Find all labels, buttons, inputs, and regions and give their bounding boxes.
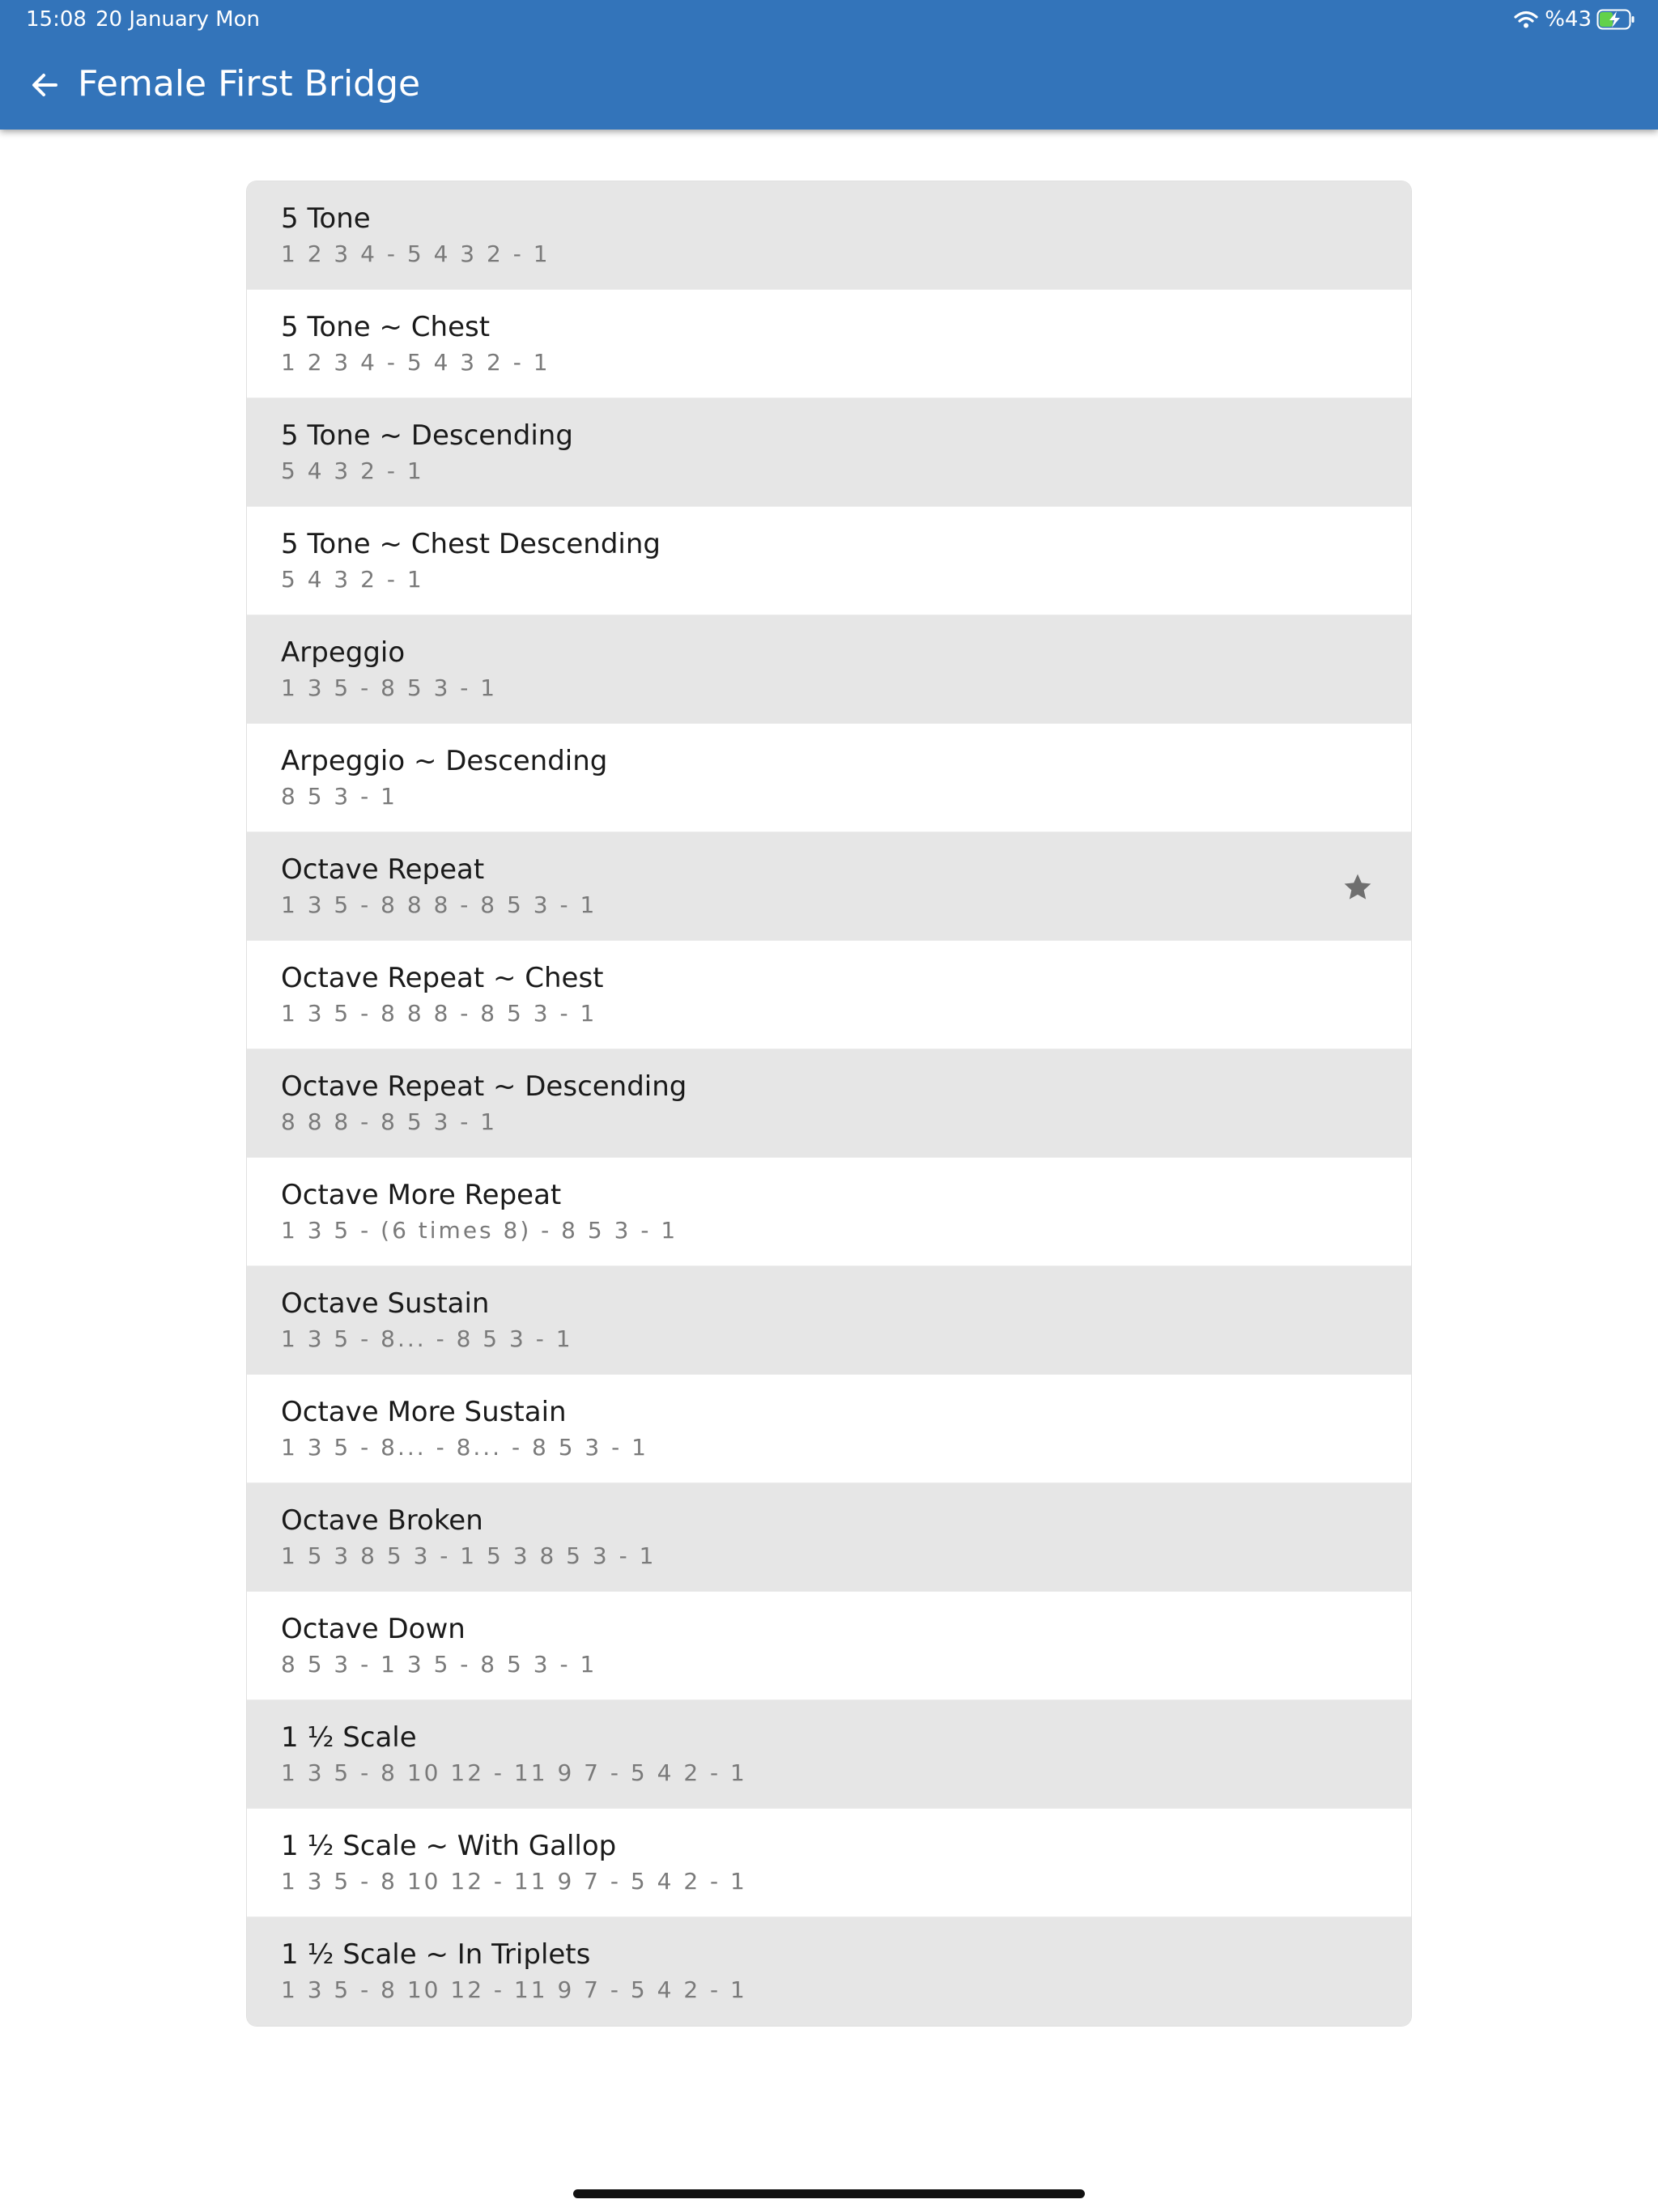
- exercise-title: 5 Tone ~ Descending: [281, 419, 573, 452]
- exercise-pattern: 1 3 5 - (6 times 8) - 8 5 3 - 1: [281, 1217, 678, 1244]
- exercise-pattern: 1 3 5 - 8 10 12 - 11 9 7 - 5 4 2 - 1: [281, 1868, 747, 1895]
- exercise-title: Arpeggio: [281, 636, 406, 669]
- exercise-pattern: 1 3 5 - 8 8 8 - 8 5 3 - 1: [281, 1000, 597, 1027]
- exercise-pattern: 1 3 5 - 8 8 8 - 8 5 3 - 1: [281, 891, 597, 918]
- status-date: 20 January Mon: [96, 7, 260, 32]
- exercise-pattern: 1 3 5 - 8 10 12 - 11 9 7 - 5 4 2 - 1: [281, 1976, 747, 2003]
- exercise-title: Arpeggio ~ Descending: [281, 745, 608, 777]
- wifi-icon: [1514, 10, 1538, 29]
- list-item[interactable]: [247, 1700, 1411, 1809]
- list-item[interactable]: [247, 1266, 1411, 1375]
- battery-percent: %43: [1545, 7, 1592, 32]
- exercise-title: Octave More Sustain: [281, 1396, 567, 1428]
- back-button[interactable]: [24, 65, 65, 105]
- status-time: 15:08: [26, 7, 87, 32]
- list-item[interactable]: [247, 1375, 1411, 1483]
- exercise-title: Octave More Repeat: [281, 1179, 562, 1211]
- arrow-left-icon: [30, 70, 59, 100]
- status-indicators: [1514, 5, 1635, 34]
- list-item[interactable]: [247, 724, 1411, 832]
- list-item[interactable]: [247, 1917, 1411, 2026]
- home-indicator[interactable]: [573, 2189, 1085, 2198]
- exercise-title: 1 ½ Scale: [281, 1721, 417, 1754]
- list-item[interactable]: [247, 1049, 1411, 1158]
- page-title: Female First Bridge: [78, 63, 421, 104]
- exercise-pattern: 1 2 3 4 - 5 4 3 2 - 1: [281, 240, 551, 267]
- list-item[interactable]: [247, 1158, 1411, 1266]
- exercise-pattern: 1 5 3 8 5 3 - 1 5 3 8 5 3 - 1: [281, 1542, 657, 1569]
- exercise-title: 1 ½ Scale ~ In Triplets: [281, 1938, 591, 1971]
- exercise-title: Octave Repeat ~ Descending: [281, 1070, 687, 1103]
- exercise-pattern: 5 4 3 2 - 1: [281, 566, 424, 593]
- list-item[interactable]: [247, 832, 1411, 941]
- exercise-title: Octave Repeat ~ Chest: [281, 962, 604, 994]
- list-item[interactable]: [247, 290, 1411, 398]
- list-item[interactable]: [247, 1483, 1411, 1592]
- exercise-pattern: 8 5 3 - 1 3 5 - 8 5 3 - 1: [281, 1651, 597, 1678]
- exercise-title: 1 ½ Scale ~ With Gallop: [281, 1830, 617, 1862]
- exercise-pattern: 5 4 3 2 - 1: [281, 457, 424, 484]
- exercise-pattern: 1 3 5 - 8... - 8 5 3 - 1: [281, 1325, 573, 1352]
- exercise-title: Octave Broken: [281, 1504, 483, 1537]
- list-item[interactable]: [247, 1809, 1411, 1917]
- exercise-list: [247, 181, 1411, 2026]
- exercise-title: 5 Tone ~ Chest Descending: [281, 528, 661, 560]
- list-item[interactable]: [247, 507, 1411, 615]
- exercise-title: Octave Down: [281, 1613, 466, 1645]
- list-item[interactable]: [247, 181, 1411, 290]
- exercise-pattern: 1 3 5 - 8... - 8... - 8 5 3 - 1: [281, 1434, 648, 1461]
- list-item[interactable]: [247, 398, 1411, 507]
- exercise-pattern: 1 3 5 - 8 5 3 - 1: [281, 674, 498, 701]
- exercise-title: Octave Sustain: [281, 1287, 490, 1320]
- exercise-pattern: 8 8 8 - 8 5 3 - 1: [281, 1108, 498, 1135]
- star-icon[interactable]: [1341, 871, 1374, 904]
- exercise-title: 5 Tone: [281, 202, 371, 235]
- exercise-pattern: 8 5 3 - 1: [281, 783, 397, 810]
- exercise-title: Octave Repeat: [281, 853, 485, 886]
- exercise-pattern: 1 3 5 - 8 10 12 - 11 9 7 - 5 4 2 - 1: [281, 1759, 747, 1786]
- exercise-pattern: 1 2 3 4 - 5 4 3 2 - 1: [281, 349, 551, 376]
- list-item[interactable]: [247, 1592, 1411, 1700]
- list-item[interactable]: [247, 941, 1411, 1049]
- exercise-title: 5 Tone ~ Chest: [281, 311, 491, 343]
- battery-charging-icon: [1596, 9, 1635, 30]
- list-item[interactable]: [247, 615, 1411, 724]
- app-bar: [0, 0, 1658, 130]
